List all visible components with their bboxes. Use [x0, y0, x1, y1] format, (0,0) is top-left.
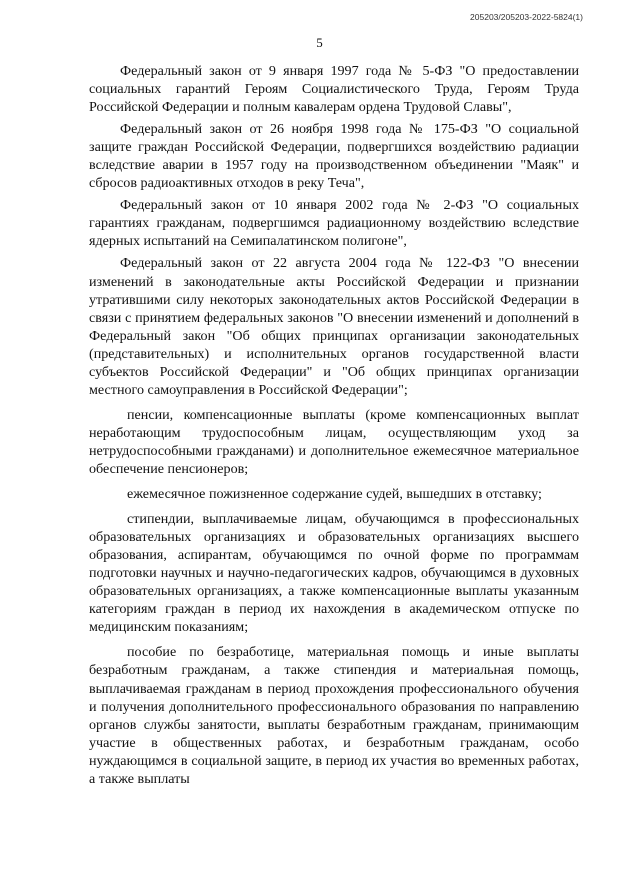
- paragraph-pensions: пенсии, компенсационные выплаты (кроме компенсационных выплат неработающим трудоспособным лицам, осуществляющим уход за нетрудоспособными гражданами) и дополнительное ежемесячное материальное обеспечение пенсионеров;: [89, 406, 579, 477]
- paragraph-stipends: стипендии, выплачиваемые лицам, обучающимся в профессиональных образовательных организациях и образовательных организациях высшего образования, аспирантам, обучающимся по очной форме по программам подготовки научных и научно-педагогических кадров, обучающимся в духовных образовательных организациях, а также компенсационные выплаты указанным категориям граждан в период их нахождения в академическом отпуске по медицинским показаниям;: [89, 511, 579, 636]
- document-id: 205203/205203-2022-5824(1): [470, 12, 583, 22]
- paragraph-unemployment: пособие по безработице, материальная помощь и иные выплаты безработным гражданам, а также стипендия и материальная помощь, выплачиваемая гражданам в период прохождения профессионального обучения и получения дополнительного профессионального образования по направлению органов службы занятости, выплаты безработным гражданам, принимающим участие в общественных работах, и безработным гражданам, особо нуждающимся в социальной защите, в период их участия во временных работах, а также выплаты: [89, 644, 579, 787]
- paragraph-law-2-fz: Федеральный закон от 10 января 2002 года № 2-ФЗ "О социальных гарантиях гражданам, подвергшимся радиационному воздействию вследствие ядерных испытаний на Семипалатинском полигоне",: [89, 197, 579, 250]
- paragraph-law-5-fz: Федеральный закон от 9 января 1997 года № 5-ФЗ "О предоставлении социальных гарантий Героям Социалистического Труда, Героям Труда Российской Федерации и полным кавалерам ордена Трудовой Славы",: [89, 63, 579, 116]
- paragraph-law-175-fz: Федеральный закон от 26 ноября 1998 года № 175-ФЗ "О социальной защите граждан Российской Федерации, подвергшихся воздействию радиации вследствие аварии в 1957 году на производственном объединении "Маяк" и сбросов радиоактивных отходов в реку Теча",: [89, 121, 579, 192]
- paragraph-law-122-fz: Федеральный закон от 22 августа 2004 года № 122-ФЗ "О внесении изменений в законодательные акты Российской Федерации и признании утратившими силу некоторых законодательных актов Российской Федерации в связи с принятием федеральных законов "О внесении изменений и дополнений в Федеральный закон "Об общих принципах организации законодательных (представительных) и исполнительных органов государственной власти субъектов Российской Федерации" и "Об общих принципах организации местного самоуправления в Российской Федерации";: [89, 255, 579, 398]
- page-number: 5: [316, 35, 323, 50]
- paragraph-judges-allowance: ежемесячное пожизненное содержание судей, вышедших в отставку;: [127, 486, 542, 503]
- document-body: [89, 62, 579, 788]
